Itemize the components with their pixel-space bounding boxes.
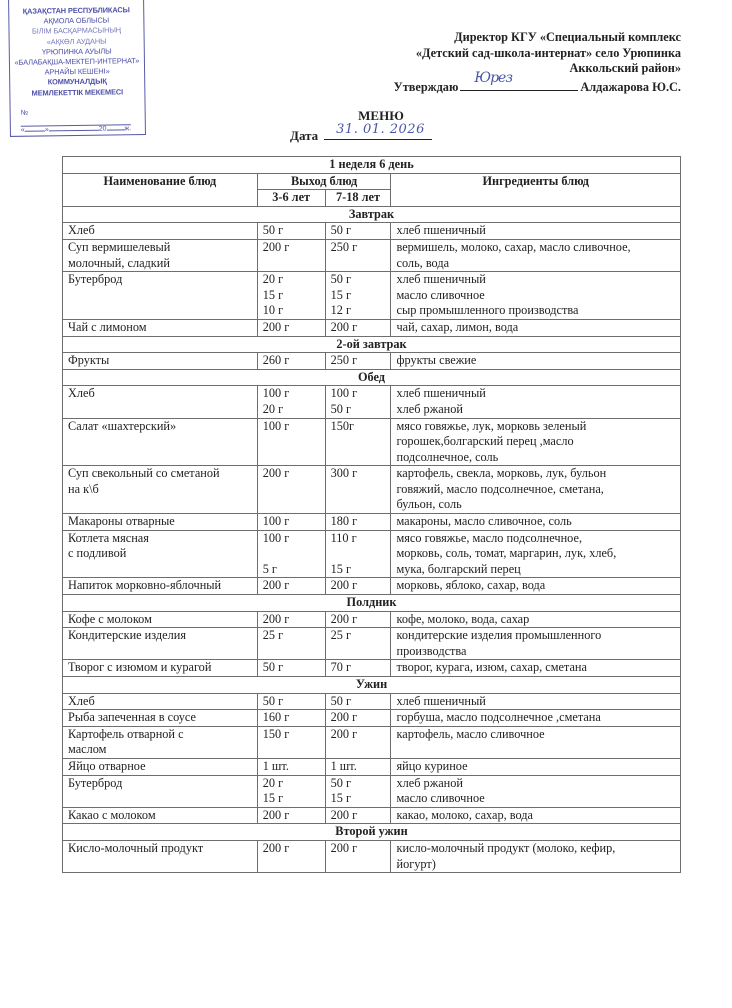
cell-line: 50 г <box>330 693 351 708</box>
cell-line: 200 г <box>262 239 290 254</box>
dish-name-cell <box>63 319 258 336</box>
cell-line: хлеб пшеничный <box>396 386 486 401</box>
portion-3-6-cell <box>257 272 325 320</box>
stamp-line: КОММУНАЛДЫҚ <box>47 77 107 87</box>
dish-name-cell <box>63 514 258 531</box>
cell-line: Суп свекольный со сметаной <box>68 466 220 481</box>
cell-line: картофель, масло сливочное <box>396 726 545 741</box>
portion-7-18-cell <box>325 514 391 531</box>
table-caption: 1 неделя 6 день <box>63 157 681 174</box>
cell-line: 15 г <box>262 791 284 806</box>
cell-line: горбуша, масло подсолнечное ,сметана <box>396 710 601 725</box>
cell-line: какао, молоко, сахар, вода <box>396 807 534 822</box>
cell-line: Котлета мясная <box>68 530 149 545</box>
table-row <box>63 223 681 240</box>
section-title: Второй ужин <box>63 824 681 841</box>
table-row <box>63 726 681 758</box>
cell-line: 150 г <box>262 726 290 741</box>
dish-name-cell <box>63 466 258 514</box>
approval-header <box>394 30 681 95</box>
cell-line: Яйцо отварное <box>68 758 146 773</box>
section-row <box>63 369 681 386</box>
cell-line: Напиток морковно-яблочный <box>68 578 222 593</box>
cell-line: 20 г <box>262 272 284 287</box>
dish-name-cell <box>63 578 258 595</box>
cell-line: 100 г <box>262 514 290 529</box>
table-row <box>63 418 681 466</box>
portion-3-6-cell <box>257 418 325 466</box>
ingredients-cell <box>391 775 681 807</box>
cell-line: 50 г <box>262 660 284 675</box>
cell-line: молочный, сладкий <box>68 255 170 270</box>
signature-line <box>460 69 578 91</box>
stamp-line: ҮРЮПИНКА АУЫЛЫ <box>41 46 112 57</box>
cell-line: производства <box>396 643 467 658</box>
portion-3-6-cell <box>257 807 325 824</box>
cell-line: Творог с изюмом и курагой <box>68 660 212 675</box>
cell-line: 100 г <box>262 530 290 545</box>
cell-line: 200 г <box>262 319 290 334</box>
ingredients-cell <box>391 319 681 336</box>
portion-3-6-cell <box>257 628 325 660</box>
cell-line: 160 г <box>262 710 290 725</box>
stamp-number-label: № <box>20 109 29 117</box>
cell-line: 200 г <box>330 578 358 593</box>
cell-line: 200 г <box>330 319 358 334</box>
cell-line: чай, сахар, лимон, вода <box>396 319 519 334</box>
portion-3-6-cell <box>257 239 325 271</box>
section-title: Полдник <box>63 595 681 612</box>
portion-3-6-cell <box>257 386 325 418</box>
director-line-2: «Детский сад-школа-интернат» село Урюпинка <box>415 45 681 60</box>
cell-line: Кисло-молочный продукт <box>68 840 204 855</box>
stamp-year-prefix: 20 <box>98 125 107 133</box>
portion-3-6-cell <box>257 758 325 775</box>
cell-line: 200 г <box>262 840 290 855</box>
dish-name-cell <box>63 840 258 872</box>
page-title: МЕНЮ <box>358 108 404 123</box>
portion-7-18-cell <box>325 223 391 240</box>
cell-line: 12 г <box>330 303 351 318</box>
cell-line: 1 шт. <box>262 758 289 773</box>
table-row <box>63 710 681 727</box>
table-row <box>63 239 681 271</box>
ingredients-cell <box>391 530 681 578</box>
table-row <box>63 660 681 677</box>
dish-name-cell <box>63 660 258 677</box>
section-row <box>63 824 681 841</box>
cell-line: хлеб пшеничный <box>396 693 486 708</box>
cell-line: 110 г <box>330 530 357 545</box>
cell-line: вермишель, молоко, сахар, масло сливочное, <box>396 239 631 254</box>
director-line-1: Директор КГУ «Специальный комплекс <box>454 30 681 44</box>
stamp-line: АҚМОЛА ОБЛЫСЫ <box>43 15 110 26</box>
ingredients-cell <box>391 611 681 628</box>
section-row <box>63 595 681 612</box>
handwritten-signature: Юрез <box>474 69 512 86</box>
approve-line <box>393 69 681 96</box>
section-row <box>63 206 681 223</box>
portion-7-18-cell <box>325 386 391 418</box>
portion-3-6-cell <box>257 710 325 727</box>
cell-line: кофе, молоко, вода, сахар <box>396 611 530 626</box>
cell-line: хлеб пшеничный <box>396 223 486 238</box>
cell-line: мука, болгарский перец <box>396 561 521 576</box>
cell-line: 100 г <box>262 386 290 401</box>
ingredients-cell <box>391 418 681 466</box>
portion-7-18-cell <box>325 578 391 595</box>
cell-line: 50 г <box>262 693 284 708</box>
cell-line: 50 г <box>330 223 351 238</box>
dish-name-cell <box>63 693 258 710</box>
cell-line: картофель, свекла, морковь, лук, бульон <box>396 466 607 481</box>
cell-line: 50 г <box>330 272 351 287</box>
cell-line: хлеб пшеничный <box>396 272 486 287</box>
cell-line: 250 г <box>330 353 358 368</box>
dish-name-cell <box>63 239 258 271</box>
section-row <box>63 677 681 694</box>
handwritten-date: 31. 01. 2026 <box>336 122 425 137</box>
date-label: Дата <box>290 128 319 143</box>
cell-line: 100 г <box>262 418 290 433</box>
cell-line: 25 г <box>330 628 351 643</box>
dish-name-cell <box>63 775 258 807</box>
portion-7-18-cell <box>325 319 391 336</box>
table-row <box>63 578 681 595</box>
table-row <box>63 272 681 320</box>
cell-line: 180 г <box>330 514 358 529</box>
cell-line: 50 г <box>330 775 351 790</box>
cell-line: соль, вода <box>396 255 450 270</box>
ingredients-cell <box>391 514 681 531</box>
dish-name-cell <box>63 386 258 418</box>
portion-7-18-cell <box>325 726 391 758</box>
cell-line: Рыба запеченная в соусе <box>68 710 197 725</box>
cell-line: 25 г <box>262 628 284 643</box>
cell-line: хлеб ржаной <box>396 401 463 416</box>
cell-line: Кофе с молоком <box>68 611 152 626</box>
cell-line: с подливой <box>68 546 127 561</box>
portion-3-6-cell <box>257 726 325 758</box>
cell-line: 260 г <box>262 353 290 368</box>
ingredients-cell <box>391 758 681 775</box>
cell-line: 15 г <box>330 791 351 806</box>
cell-line: 200 г <box>330 840 358 855</box>
menu-body <box>63 206 681 872</box>
table-row <box>63 840 681 872</box>
stamp-line: БІЛІМ БАСҚАРМАСЫНЫҢ <box>31 25 122 37</box>
cell-line: 50 г <box>330 401 351 416</box>
dish-name-cell <box>63 353 258 370</box>
date-field <box>324 122 432 140</box>
cell-line: 200 г <box>262 466 290 481</box>
ingredients-cell <box>391 628 681 660</box>
stamp-line: ҚАЗАҚСТАН РЕСПУБЛИКАСЫ <box>22 5 130 16</box>
cell-line: Фрукты <box>68 353 110 368</box>
cell-line: Кондитерские изделия <box>68 628 186 643</box>
director-line-3: Аккольский район» <box>569 61 681 75</box>
portion-3-6-cell <box>257 693 325 710</box>
ingredients-cell <box>391 660 681 677</box>
portion-7-18-cell <box>325 239 391 271</box>
ingredients-cell <box>391 726 681 758</box>
cell-line: 200 г <box>330 726 358 741</box>
dish-name-cell <box>63 758 258 775</box>
section-title: Обед <box>63 369 681 386</box>
cell-line: 250 г <box>330 239 358 254</box>
cell-line: 15 г <box>330 287 351 302</box>
cell-line: 15 г <box>262 287 284 302</box>
cell-line: Чай с лимоном <box>68 319 147 334</box>
portion-7-18-cell <box>325 628 391 660</box>
cell-line: Хлеб <box>68 693 95 708</box>
cell-line: кисло-молочный продукт (молоко, кефир, <box>396 840 616 855</box>
cell-line: кондитерские изделия промышленного <box>396 628 602 643</box>
table-row <box>63 611 681 628</box>
portion-7-18-cell <box>325 775 391 807</box>
dish-name-cell <box>63 530 258 578</box>
cell-line: морковь, соль, томат, маргарин, лук, хлеб, <box>396 546 617 561</box>
cell-line: 200 г <box>330 807 358 822</box>
cell-line: хлеб ржаной <box>396 775 463 790</box>
date-line <box>290 122 432 144</box>
cell-line: Бутерброд <box>68 272 123 287</box>
ingredients-cell <box>391 272 681 320</box>
portion-7-18-cell <box>325 353 391 370</box>
ingredients-cell <box>391 353 681 370</box>
header-age-3-6: 3-6 лет <box>257 190 325 207</box>
cell-line: 15 г <box>330 561 351 576</box>
cell-line: Картофель отварной с <box>68 726 184 741</box>
section-title: 2-ой завтрак <box>63 336 681 353</box>
dish-name-cell <box>63 807 258 824</box>
stamp-year-suffix: ж. <box>124 125 132 133</box>
cell-line: яйцо куриное <box>396 758 468 773</box>
portion-7-18-cell <box>325 710 391 727</box>
ingredients-cell <box>391 466 681 514</box>
cell-line: 50 г <box>262 223 284 238</box>
stamp-line: АРНАЙЫ КЕШЕНІ» <box>44 66 110 77</box>
portion-7-18-cell <box>325 611 391 628</box>
stamp-text <box>9 5 144 99</box>
ingredients-cell <box>391 386 681 418</box>
dish-name-cell <box>63 628 258 660</box>
menu-table <box>62 156 681 873</box>
header-age-7-18: 7-18 лет <box>325 190 391 207</box>
table-row <box>63 628 681 660</box>
section-title: Завтрак <box>63 206 681 223</box>
cell-line: подсолнечное, соль <box>396 449 499 464</box>
ingredients-cell <box>391 239 681 271</box>
portion-3-6-cell <box>257 514 325 531</box>
cell-line: Хлеб <box>68 386 95 401</box>
portion-7-18-cell <box>325 466 391 514</box>
cell-line <box>263 546 320 562</box>
dish-name-cell <box>63 726 258 758</box>
section-title: Ужин <box>63 677 681 694</box>
portion-3-6-cell <box>257 319 325 336</box>
section-row <box>63 336 681 353</box>
cell-line: йогурт) <box>396 856 436 871</box>
cell-line: масло сливочное <box>396 287 485 302</box>
cell-line: 150г <box>330 418 355 433</box>
cell-line: 200 г <box>262 611 290 626</box>
cell-line: 300 г <box>330 466 358 481</box>
cell-line: маслом <box>68 742 107 757</box>
stamp-line: «АҚКӨЛ АУДАНЫ <box>46 36 107 47</box>
portion-7-18-cell <box>325 758 391 775</box>
stamp-date-field <box>21 122 137 136</box>
table-row <box>63 353 681 370</box>
stamp-date-open: « <box>20 126 25 134</box>
portion-3-6-cell <box>257 660 325 677</box>
cell-line: мясо говяжье, масло подсолнечное, <box>396 530 583 545</box>
cell-line: макароны, масло сливочное, соль <box>396 514 572 529</box>
signatory-name: Алдажарова Ю.С. <box>580 79 681 94</box>
portion-7-18-cell <box>325 840 391 872</box>
dish-name-cell <box>63 611 258 628</box>
header-dish-name: Наименование блюд <box>63 173 258 206</box>
table-row <box>63 807 681 824</box>
cell-line: масло сливочное <box>396 791 485 806</box>
dish-name-cell <box>63 710 258 727</box>
portion-7-18-cell <box>325 418 391 466</box>
cell-line: Бутерброд <box>68 775 123 790</box>
stamp-line: «БАЛАБАҚША-МЕКТЕП-ИНТЕРНАТ» <box>14 56 140 67</box>
cell-line: морковь, яблоко, сахар, вода <box>396 578 546 593</box>
cell-line: 200 г <box>262 578 290 593</box>
cell-line: Какао с молоком <box>68 807 156 822</box>
cell-line: Хлеб <box>68 223 95 238</box>
dish-name-cell <box>63 418 258 466</box>
table-row <box>63 530 681 578</box>
portion-7-18-cell <box>325 660 391 677</box>
cell-line: 5 г <box>262 561 277 576</box>
cell-line: Макароны отварные <box>68 514 175 529</box>
cell-line: фрукты свежие <box>396 353 477 368</box>
cell-line: говяжий, масло подсолнечное, сметана, <box>396 481 604 496</box>
portion-3-6-cell <box>257 578 325 595</box>
cell-line <box>331 546 386 562</box>
table-row <box>63 319 681 336</box>
cell-line: 70 г <box>330 660 351 675</box>
cell-line: 200 г <box>330 611 358 626</box>
portion-3-6-cell <box>257 840 325 872</box>
cell-line: Суп вермишелевый <box>68 239 171 254</box>
portion-7-18-cell <box>325 693 391 710</box>
stamp-date-close: » <box>44 126 49 134</box>
cell-line: 10 г <box>262 303 284 318</box>
ingredients-cell <box>391 710 681 727</box>
dish-name-cell <box>63 223 258 240</box>
header-ingredients: Ингредиенты блюд <box>391 173 681 206</box>
portion-3-6-cell <box>257 353 325 370</box>
portion-3-6-cell <box>257 466 325 514</box>
cell-line: на к\б <box>68 481 99 496</box>
approve-label: Утверждаю <box>393 79 459 94</box>
table-row <box>63 775 681 807</box>
dish-name-cell <box>63 272 258 320</box>
cell-line: творог, курага, изюм, сахар, сметана <box>396 660 587 675</box>
cell-line: 100 г <box>330 386 358 401</box>
header-output: Выход блюд <box>257 173 391 190</box>
ingredients-cell <box>391 807 681 824</box>
cell-line: 200 г <box>262 807 290 822</box>
table-row <box>63 758 681 775</box>
table-row <box>63 386 681 418</box>
table-row <box>63 693 681 710</box>
portion-7-18-cell <box>325 807 391 824</box>
portion-3-6-cell <box>257 223 325 240</box>
portion-3-6-cell <box>257 775 325 807</box>
portion-3-6-cell <box>257 611 325 628</box>
table-row <box>63 514 681 531</box>
stamp-line: МЕМЛЕКЕТТІК МЕКЕМЕСІ <box>31 86 124 98</box>
cell-line: сыр промышленного производства <box>396 303 579 318</box>
portion-3-6-cell <box>257 530 325 578</box>
cell-line: мясо говяжье, лук, морковь зеленый <box>396 418 587 433</box>
ingredients-cell <box>391 578 681 595</box>
table-row <box>63 466 681 514</box>
portion-7-18-cell <box>325 272 391 320</box>
cell-line: Салат «шахтерский» <box>68 418 177 433</box>
cell-line: 200 г <box>330 710 358 725</box>
ingredients-cell <box>391 840 681 872</box>
cell-line: бульон, соль <box>396 497 462 512</box>
cell-line: 20 г <box>262 401 284 416</box>
cell-line: горошек,болгарский перец ,масло <box>396 434 574 449</box>
ingredients-cell <box>391 223 681 240</box>
cell-line: 1 шт. <box>330 758 357 773</box>
portion-7-18-cell <box>325 530 391 578</box>
cell-line: 20 г <box>262 775 284 790</box>
ingredients-cell <box>391 693 681 710</box>
